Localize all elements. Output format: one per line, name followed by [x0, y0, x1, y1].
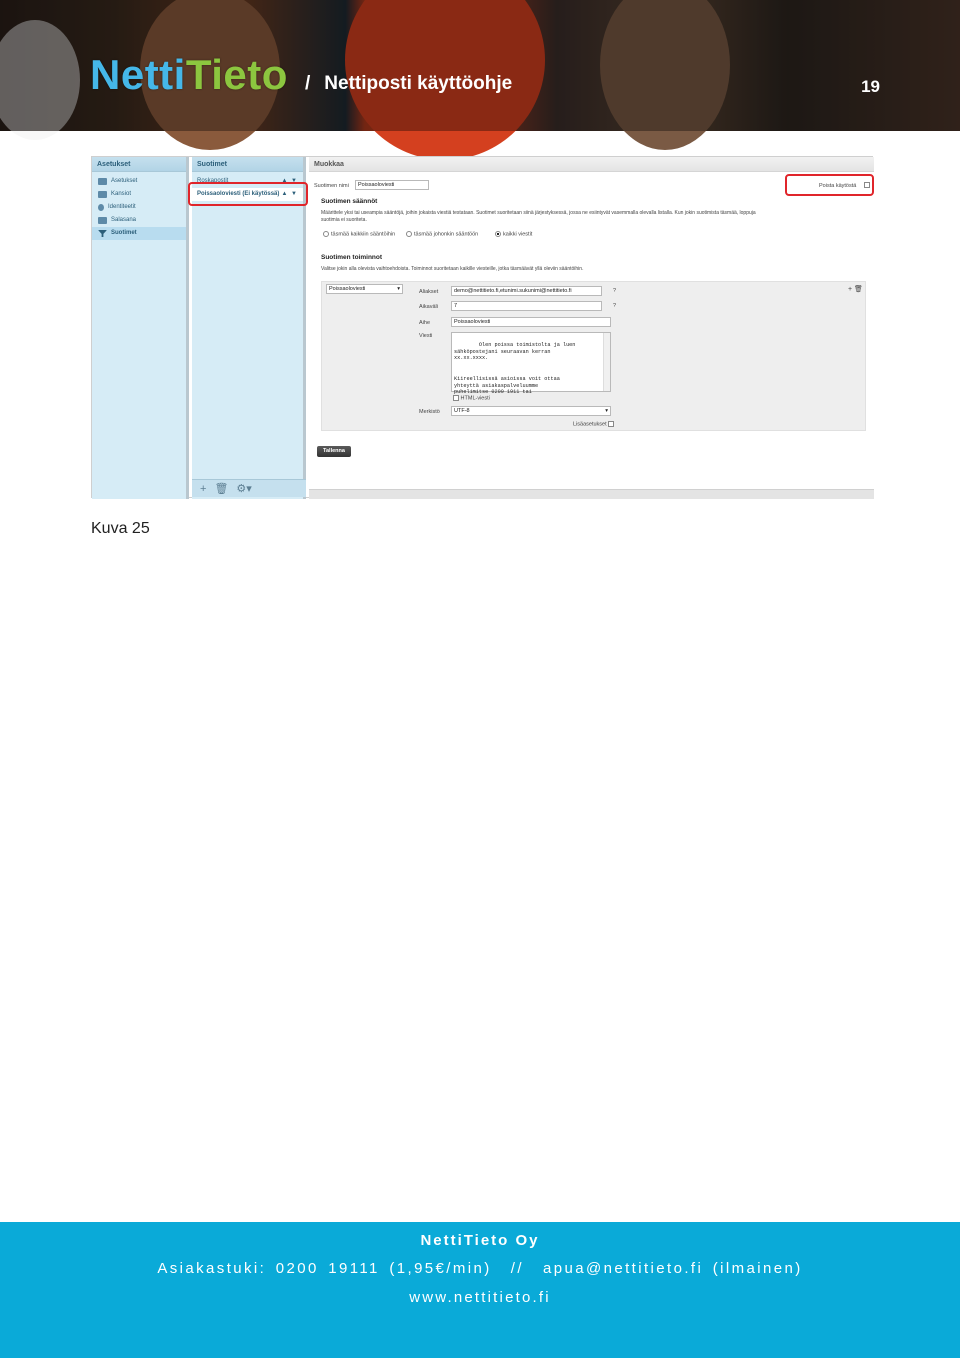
help-icon[interactable]: ? [613, 303, 617, 309]
action-panel [321, 281, 866, 431]
filters-toolbar [192, 479, 306, 497]
interval-label: Aikaväli [419, 304, 438, 310]
interval-input[interactable]: 7 [451, 301, 602, 311]
filter-icon [98, 230, 107, 237]
radio-any-rule[interactable]: täsmää johonkin sääntöön [406, 231, 478, 237]
edit-heading: Muokkaa [309, 157, 874, 172]
charset-select[interactable]: UTF-8 ▾ [451, 406, 611, 416]
password-icon [98, 217, 107, 224]
bottom-bar [309, 489, 874, 499]
action-select[interactable]: Poissaoloviesti ▾ [326, 284, 403, 294]
settings-item-password[interactable]: Salasana [92, 214, 186, 227]
actions-heading: Suotimen toiminnot [321, 254, 383, 261]
disable-label: Poista käytöstä [819, 183, 857, 189]
html-checkbox[interactable] [453, 395, 459, 401]
chevron-down-icon: ▾ [397, 286, 400, 292]
rules-description-1: Määrittele yksi tai useampia sääntöjä, joihin jokaista viestiä testataan. Suotimet suoritetaan siinä järjestyksessä, jossa ne esiintyvät vasemmalla olevalla listalla. Kun jokin suotimista täsmää, loppuja [321, 210, 756, 216]
settings-column [92, 157, 189, 499]
gear-icon[interactable]: ⚙▾ [236, 483, 252, 495]
message-label: Viesti [419, 333, 433, 339]
filter-item-out-of-office[interactable]: Poissaoloviesti (Ei käytössä) ▲ ▼ [192, 188, 303, 201]
reorder-arrows-icon[interactable]: ▲ ▼ [281, 191, 298, 197]
folder-icon [98, 191, 107, 198]
webmail-screenshot [91, 156, 873, 498]
figure-caption: Kuva 25 [91, 520, 150, 537]
footer-company: NettiTieto Oy [420, 1232, 540, 1249]
delete-filter-icon[interactable]: 🗑 [214, 483, 229, 495]
settings-item-folders[interactable]: Kansiot [92, 188, 186, 201]
header-banner [0, 0, 960, 131]
settings-item-identities[interactable]: Identiteetit [92, 201, 186, 214]
filters-column [192, 157, 306, 499]
document-title: / Nettiposti käyttöohje [305, 73, 513, 94]
actions-description: Valitse jokin alla olevista vaihtoehdoista. Toiminnot suoritetaan kaikille viesteille, jotka täsmäävät yllä oleviin sääntöihin. [321, 266, 584, 272]
radio-all-messages[interactable]: kaikki viestit [495, 231, 532, 237]
footer-support: Asiakastuki: 0200 19111 (1,95€/min) // apua@nettitieto.fi (ilmainen) [157, 1260, 803, 1277]
settings-item-filters[interactable]: Suotimet [92, 227, 186, 240]
add-filter-icon[interactable]: + [200, 482, 207, 495]
add-remove-action-icons[interactable]: + 🗑 [848, 286, 863, 293]
filters-heading: Suotimet [192, 157, 303, 172]
subject-label: Aihe [419, 320, 431, 326]
reorder-arrows-icon[interactable]: ▲ ▼ [281, 178, 298, 184]
html-message-option[interactable]: HTML-viesti [453, 395, 490, 401]
aliases-label: Aliakset [419, 289, 439, 295]
radio-button[interactable] [323, 231, 329, 237]
page-number: 19 [861, 77, 880, 96]
highlight-disable-option [785, 174, 874, 196]
nettitieto-logo: NettiTieto [90, 51, 288, 98]
advanced-checkbox[interactable] [608, 421, 614, 427]
aliases-input[interactable]: demo@nettitieto.fi,etunimi.sukunimi@nettitieto.fi [451, 286, 602, 296]
footer-website[interactable]: www.nettitieto.fi [409, 1289, 551, 1306]
monitor-icon [98, 178, 107, 185]
charset-label: Merkistö [419, 409, 440, 415]
message-textarea[interactable]: Olen poissa toimistolta ja luen sähköpostejani seuraavan kerran xx.xx.xxxx. Kiireellisissä asioissa voit ottaa yhteyttä asiakaspalveluumme puhelimitse 0200 1911 tai [451, 332, 611, 392]
radio-all-rules[interactable]: täsmää kaikkiin sääntöihin [323, 231, 395, 237]
filter-item-spam[interactable]: Roskapostit ▲ ▼ [192, 175, 303, 188]
subject-input[interactable]: Poissaoloviesti [451, 317, 611, 327]
radio-button-selected[interactable] [495, 231, 501, 237]
save-button[interactable]: Tallenna [317, 446, 351, 457]
edit-column [309, 157, 874, 499]
settings-item-preferences[interactable]: Asetukset [92, 175, 186, 188]
filter-name-label: Suotimen nimi [314, 183, 349, 189]
radio-button[interactable] [406, 231, 412, 237]
help-icon[interactable]: ? [613, 288, 617, 294]
chevron-down-icon: ▾ [605, 408, 608, 414]
filter-name-input[interactable]: Poissaoloviesti [355, 180, 429, 190]
advanced-options[interactable]: Lisäasetukset [573, 421, 614, 427]
page-footer [0, 1222, 960, 1358]
person-icon [98, 204, 104, 211]
rules-description-2: suotimia ei suoriteta. [321, 217, 367, 223]
settings-heading: Asetukset [92, 157, 186, 172]
highlight-filter-item [188, 182, 308, 206]
scrollbar[interactable] [603, 333, 610, 391]
rules-heading: Suotimen säännöt [321, 198, 378, 205]
